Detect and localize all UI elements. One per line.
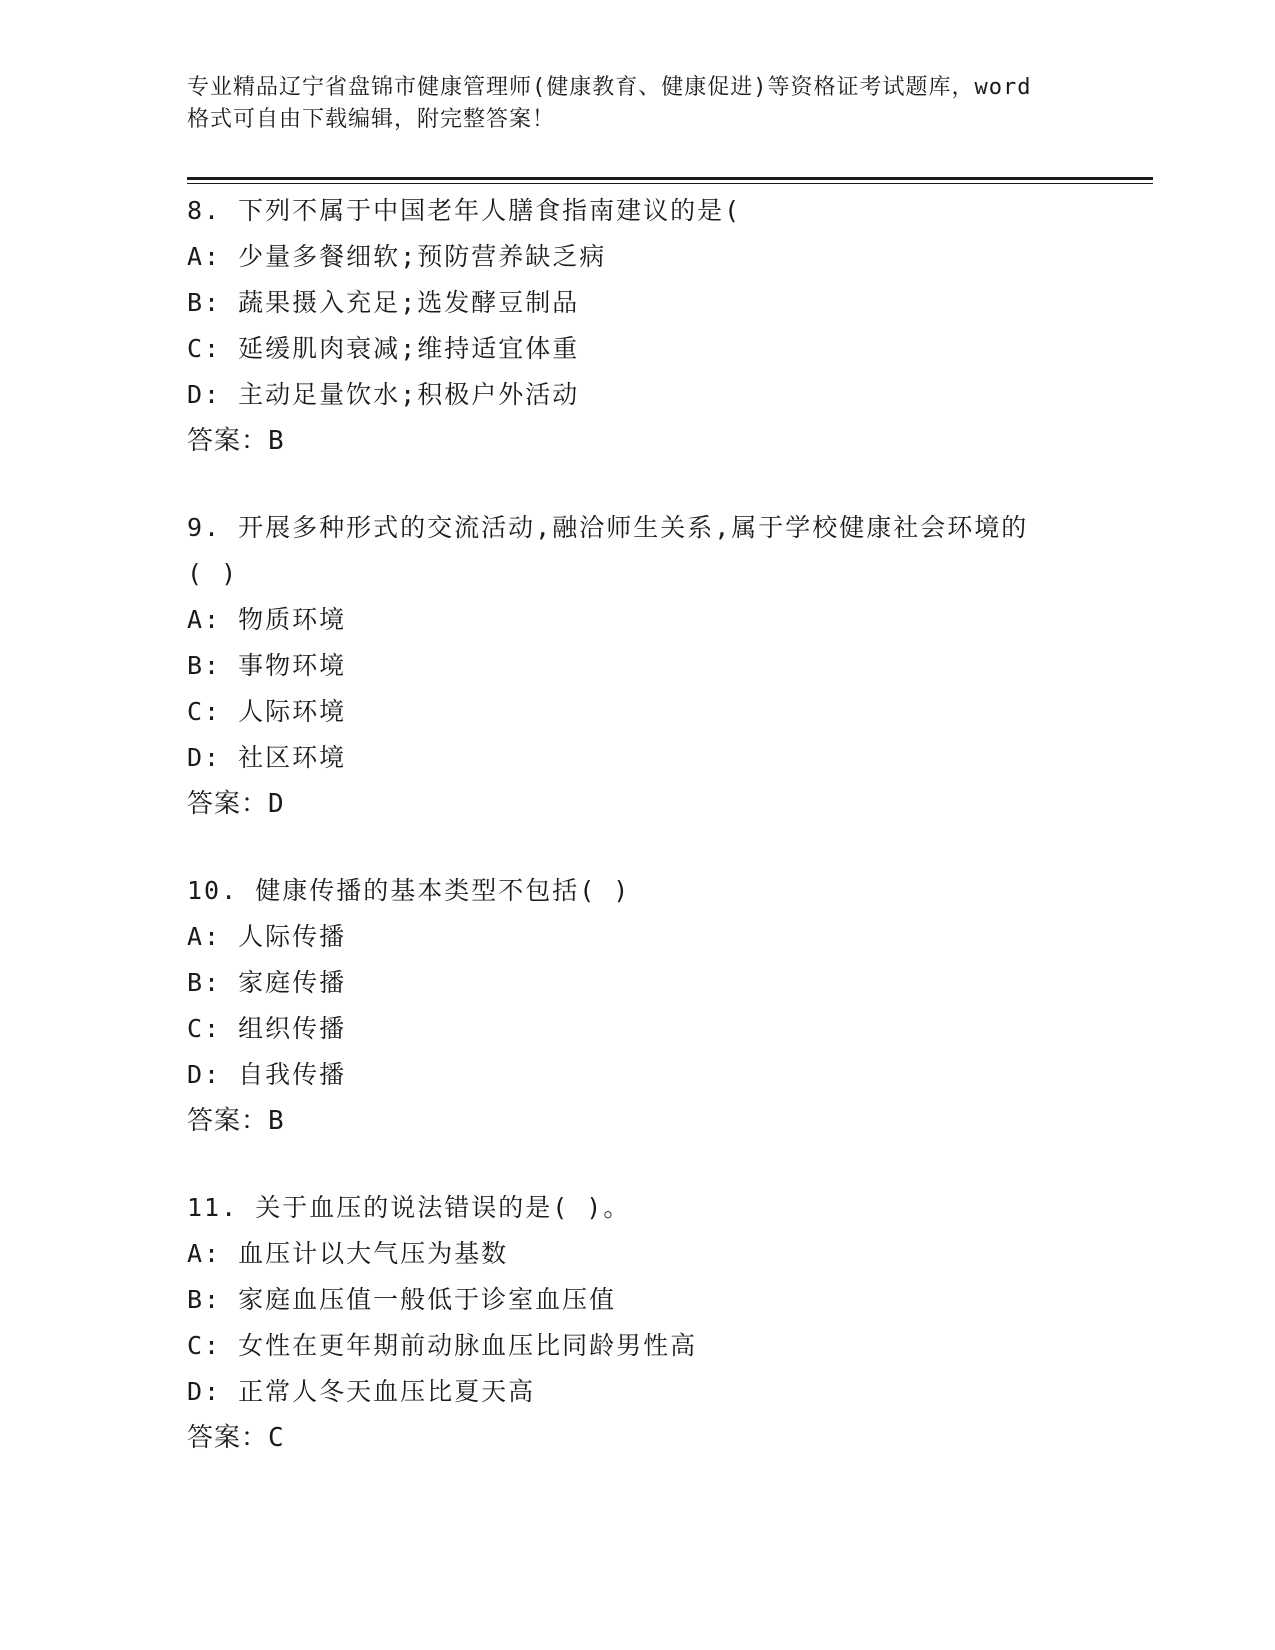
- option-b: B: 事物环境: [187, 651, 347, 680]
- answer-line: [187, 1098, 1087, 1144]
- option-d: D: 自我传播: [187, 1060, 347, 1089]
- answer-line: [187, 418, 1087, 464]
- question-8: [187, 188, 1087, 464]
- option-b: B: 家庭血压值一般低于诊室血压值: [187, 1285, 617, 1314]
- question-stem: 10. 健康传播的基本类型不包括( ): [187, 876, 631, 905]
- option-a: A: 血压计以大气压为基数: [187, 1239, 509, 1268]
- question-stem: 9. 开展多种形式的交流活动,融洽师生关系,属于学校健康社会环境的: [187, 513, 1029, 542]
- question-list: [187, 188, 1087, 1502]
- option-c: C: 组织传播: [187, 1014, 347, 1043]
- answer-value: C: [268, 1423, 285, 1453]
- answer-label: 答案：: [187, 426, 269, 456]
- header-divider-thin: [187, 183, 1153, 184]
- question-stem-continued: ( ): [187, 559, 239, 588]
- option-c: C: 女性在更年期前动脉血压比同龄男性高: [187, 1331, 698, 1360]
- answer-line: [187, 781, 1087, 827]
- option-d: D: 正常人冬天血压比夏天高: [187, 1377, 536, 1406]
- option-a: A: 人际传播: [187, 922, 347, 951]
- option-c: C: 人际环境: [187, 697, 347, 726]
- option-d: D: 社区环境: [187, 743, 347, 772]
- answer-value: B: [268, 1106, 285, 1136]
- question-stem: 11. 关于血压的说法错误的是( )。: [187, 1193, 631, 1222]
- option-d: D: 主动足量饮水;积极户外活动: [187, 380, 580, 409]
- option-a: A: 物质环境: [187, 605, 347, 634]
- question-stem: 8. 下列不属于中国老年人膳食指南建议的是(: [187, 196, 742, 225]
- answer-value: B: [268, 426, 285, 456]
- question-11: [187, 1185, 1087, 1461]
- header-line-2: 格式可自由下载编辑，附完整答案！: [187, 107, 556, 132]
- answer-label: 答案：: [187, 1423, 269, 1453]
- answer-label: 答案：: [187, 789, 269, 819]
- option-b: B: 蔬果摄入充足;选发酵豆制品: [187, 288, 580, 317]
- document-header: [187, 72, 1087, 136]
- answer-line: [187, 1415, 1087, 1461]
- question-9: [187, 505, 1087, 827]
- question-10: [187, 868, 1087, 1144]
- header-line-1: 专业精品辽宁省盘锦市健康管理师(健康教育、健康促进)等资格证考试题库，word: [187, 75, 1032, 100]
- option-a: A: 少量多餐细软;预防营养缺乏病: [187, 242, 607, 271]
- header-divider-thick: [187, 177, 1153, 180]
- answer-label: 答案：: [187, 1106, 269, 1136]
- answer-value: D: [268, 789, 285, 819]
- option-b: B: 家庭传播: [187, 968, 347, 997]
- option-c: C: 延缓肌肉衰减;维持适宜体重: [187, 334, 580, 363]
